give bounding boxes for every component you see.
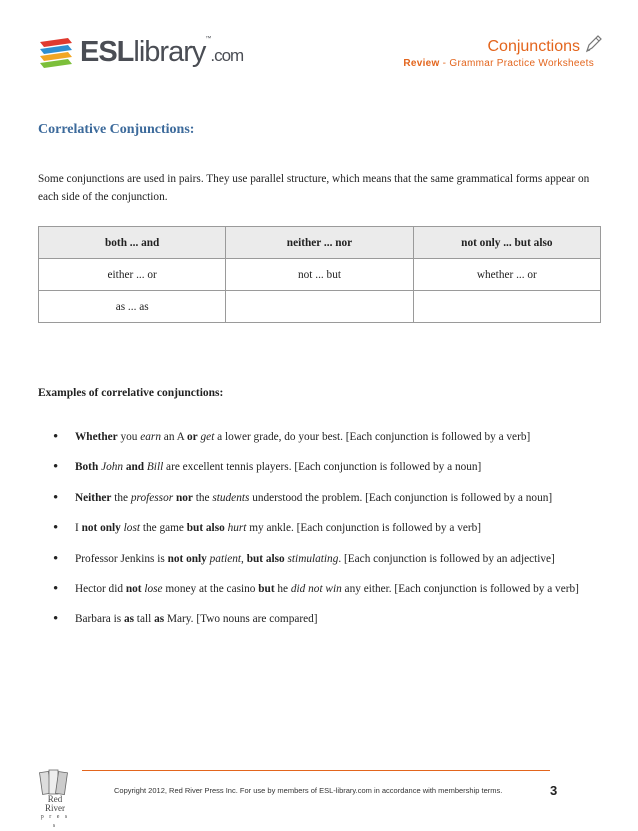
- table-cell: [226, 291, 413, 323]
- example-text: money at the casino: [162, 582, 259, 595]
- examples-list: [40, 422, 610, 635]
- conjunction-word: not only: [81, 522, 121, 535]
- list-item: [40, 422, 610, 452]
- example-text: understood the problem. [Each conjunction is followed by a noun]: [249, 491, 553, 504]
- esl-library-logo: [38, 34, 244, 74]
- table-row: [39, 291, 601, 323]
- example-text: Hector did: [75, 582, 126, 595]
- example-text: Mary. [Two nouns are compared]: [164, 613, 318, 626]
- paired-element: stimulating: [287, 552, 339, 565]
- paired-element: Bill: [146, 461, 164, 474]
- paired-element: students: [212, 491, 250, 504]
- paired-element: professor: [130, 491, 174, 504]
- section-title: Correlative Conjunctions:: [38, 122, 195, 137]
- paired-element: lose: [144, 582, 163, 595]
- example-text: you: [117, 431, 141, 443]
- bullet-icon: •: [53, 520, 59, 537]
- bullet-icon: •: [53, 611, 59, 628]
- list-item: [40, 483, 610, 513]
- conjunction-word: as: [123, 613, 134, 626]
- conjunction-word: Both: [75, 461, 99, 474]
- page-number: 3: [550, 783, 558, 798]
- logo-tm: ™: [205, 36, 211, 42]
- table-cell: not only ... but also: [413, 227, 600, 259]
- example-text: the: [192, 491, 213, 504]
- paired-element: patient: [209, 552, 242, 565]
- list-item: [40, 544, 610, 574]
- paired-element: get: [200, 431, 215, 443]
- paired-element: did not win: [290, 582, 342, 595]
- footer-divider: [82, 770, 550, 771]
- bullet-icon: •: [53, 489, 59, 506]
- example-text: he: [274, 582, 291, 595]
- example-text: Professor Jenkins is: [75, 552, 168, 565]
- table-cell: neither ... nor: [226, 227, 413, 259]
- intro-paragraph: Some conjunctions are used in pairs. They use parallel structure, which means that the same grammatical forms appear on each side of the conjunction.: [38, 173, 590, 203]
- example-text: tall: [133, 613, 155, 626]
- worksheet-title: Conjunctions: [487, 38, 580, 55]
- conjunction-pairs-table: [38, 226, 601, 323]
- logo-esl: ESL: [80, 36, 134, 68]
- bullet-icon: •: [53, 550, 59, 567]
- table-cell: whether ... or: [413, 259, 600, 291]
- stacked-books-icon: [38, 34, 74, 70]
- conjunction-word: nor: [175, 491, 193, 504]
- list-item: [40, 604, 610, 634]
- conjunction-word: not: [125, 582, 142, 595]
- example-text: an A: [160, 431, 188, 443]
- table-cell: both ... and: [39, 227, 226, 259]
- example-text: Barbara is: [75, 613, 124, 626]
- bullet-icon: •: [53, 429, 59, 445]
- table-row: [39, 259, 601, 291]
- logo-library: library: [133, 36, 206, 68]
- pencil-icon: [584, 34, 602, 54]
- paired-element: hurt: [227, 522, 247, 535]
- logo-text: [80, 36, 243, 69]
- conjunction-word: but: [258, 582, 275, 595]
- table-row: [39, 227, 601, 259]
- bullet-icon: •: [53, 459, 59, 476]
- example-text: the game: [140, 522, 187, 535]
- list-item: [40, 574, 610, 604]
- paired-element: earn: [140, 431, 161, 443]
- table-cell: as ... as: [39, 291, 226, 323]
- conjunction-word: Whether: [75, 431, 118, 443]
- bullet-icon: •: [53, 580, 59, 597]
- example-text: ,: [241, 552, 247, 565]
- example-text: . [Each conjunction is followed by an adjective]: [338, 552, 555, 565]
- conjunction-word: and: [125, 461, 145, 474]
- paired-element: lost: [123, 522, 140, 535]
- conjunction-word: or: [187, 431, 198, 443]
- subtitle-review: Review: [403, 58, 440, 69]
- publisher-line1: Red River: [45, 794, 65, 813]
- example-text: a lower grade, do your best. [Each conjunction is followed by a verb]: [214, 431, 531, 443]
- example-text: I: [75, 522, 82, 535]
- logo-com: .com: [210, 46, 244, 65]
- example-text: are excellent tennis players. [Each conjunction is followed by a noun]: [163, 461, 482, 474]
- copyright-text: Copyright 2012, Red River Press Inc. For use by members of ESL-library.com in accordance with membership terms.: [114, 786, 503, 795]
- examples-title: Examples of correlative conjunctions:: [38, 387, 224, 399]
- table-cell: [413, 291, 600, 323]
- conjunction-word: but also: [246, 552, 285, 565]
- table-cell: either ... or: [39, 259, 226, 291]
- worksheet-subtitle: [403, 58, 594, 69]
- conjunction-word: not only: [167, 552, 207, 565]
- subtitle-rest: - Grammar Practice Worksheets: [439, 58, 594, 69]
- example-text: my ankle. [Each conjunction is followed by a verb]: [246, 522, 482, 535]
- publisher-line2: p r e s s: [40, 814, 70, 829]
- conjunction-word: as: [154, 613, 165, 626]
- list-item: [40, 513, 610, 543]
- conjunction-word: but also: [186, 522, 225, 535]
- table-cell: not ... but: [226, 259, 413, 291]
- paired-element: John: [101, 461, 124, 474]
- conjunction-word: Neither: [75, 491, 112, 504]
- example-text: any either. [Each conjunction is followed by a verb]: [341, 582, 579, 595]
- example-text: the: [111, 491, 131, 504]
- list-item: [40, 452, 610, 482]
